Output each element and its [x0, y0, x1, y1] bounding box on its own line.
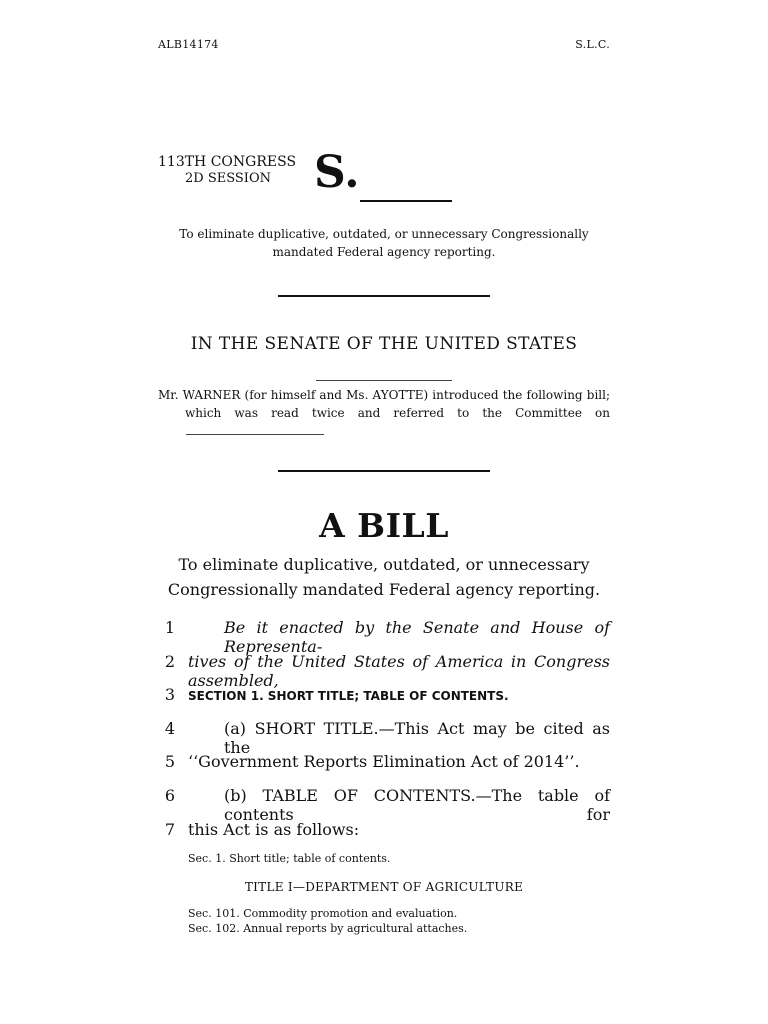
document-code: S.L.C. — [575, 38, 610, 51]
line-number: 4 — [164, 719, 176, 738]
toc-entry: Sec. 101. Commodity promotion and evaluation. — [188, 907, 458, 920]
toc-title-heading: TITLE I—DEPARTMENT OF AGRICULTURE — [244, 880, 524, 894]
purpose-short: To eliminate duplicative, outdated, or unnecessary Congressionally mandated Federal agency reporting. — [179, 227, 589, 259]
introduction-text — [158, 386, 610, 422]
toc-entry: Sec. 1. Short title; table of contents. — [188, 852, 391, 865]
congress-number: 113TH CONGRESS — [158, 154, 297, 170]
short-title-line-2: ‘‘Government Reports Elimination Act of 2014’’. — [188, 752, 580, 771]
line-number: 7 — [164, 820, 176, 839]
bill-number-blank — [360, 200, 452, 202]
chamber-heading: IN THE SENATE OF THE UNITED STATES — [190, 334, 578, 354]
line-number: 3 — [164, 685, 176, 704]
line-number: 1 — [164, 618, 176, 637]
divider — [278, 470, 490, 472]
toc-entry: Sec. 102. Annual reports by agricultural attaches. — [188, 922, 468, 935]
enacting-clause-line-2: tives of the United States of America in Congress assembled, — [188, 652, 610, 690]
divider — [316, 380, 452, 381]
toc-intro-line-1: (b) TABLE OF CONTENTS.—The table of contents for — [224, 786, 610, 824]
committee-blank — [186, 434, 324, 435]
purpose-long — [150, 552, 618, 602]
section-heading: SECTION 1. SHORT TITLE; TABLE OF CONTENTS. — [188, 689, 509, 703]
intro-line-2: which was read twice and referred to the Committee on — [185, 406, 610, 420]
divider — [278, 295, 490, 297]
bill-title: A BILL — [319, 506, 449, 545]
line-number: 2 — [164, 652, 176, 671]
enacting-clause-line-1: Be it enacted by the Senate and House of Representa- — [224, 618, 610, 656]
document-id: ALB14174 — [158, 38, 219, 51]
short-title-line-1: (a) SHORT TITLE.—This Act may be cited as the — [224, 719, 610, 757]
line-number: 5 — [164, 752, 176, 771]
purpose-line-1: To eliminate duplicative, outdated, or unnecessary — [178, 555, 590, 574]
toc-intro-line-2: this Act is as follows: — [188, 820, 360, 839]
purpose-line-2: Congressionally mandated Federal agency reporting. — [167, 580, 601, 599]
line-number: 6 — [164, 786, 176, 805]
intro-line-1: Mr. WARNER (for himself and Ms. AYOTTE) introduced the following bill; — [158, 388, 610, 402]
session-number: 2D SESSION — [185, 171, 271, 186]
bill-prefix: S. — [314, 147, 360, 198]
